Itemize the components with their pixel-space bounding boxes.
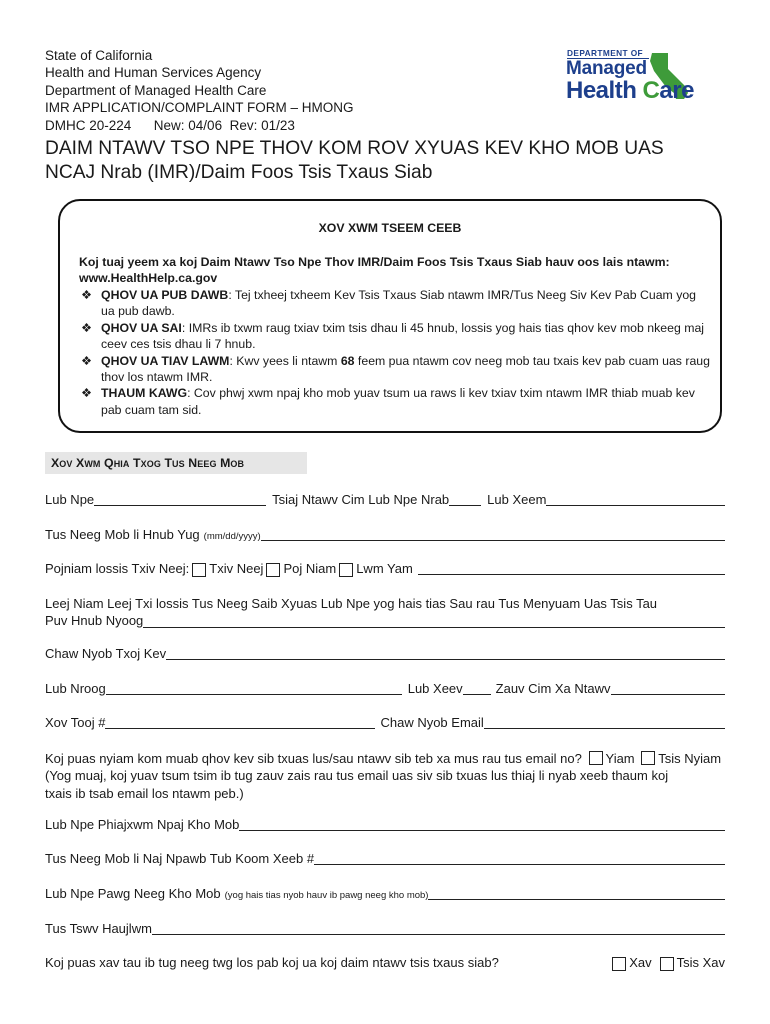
group-name-hint: (yog hais tias nyob hauv ib pawg neeg kho mob) — [224, 890, 429, 901]
representative-no-checkbox[interactable] — [660, 957, 674, 971]
gender-female-checkbox[interactable] — [266, 563, 280, 577]
member-id-field[interactable] — [314, 851, 725, 865]
diamond-bullet-icon: ❖ — [81, 320, 93, 335]
dob-label: Tus Neeg Mob li Hnub Yug — [45, 527, 200, 542]
first-name-label: Lub Xeem — [487, 492, 547, 507]
notice-intro: Koj tuaj yeem xa koj Daim Ntawv Tso Npe Thov IMR/Daim Foos Tsis Txaus Siab hauv oos lais ntawm: www.HealthHelp.ca.gov — [79, 255, 670, 286]
state-field[interactable] — [463, 681, 491, 695]
logo-managed-text: Managed — [566, 58, 647, 79]
city-state-zip-row — [45, 681, 725, 697]
notice-heading: XOV XWM TSEEM CEEB — [318, 221, 462, 235]
state-label: Lub Xeev — [407, 681, 463, 696]
phone-field[interactable] — [105, 715, 375, 729]
street-address-field[interactable] — [166, 646, 725, 660]
plan-name-label: Lub Npe Phiajxwm Npaj Kho Mob — [45, 817, 240, 832]
list-item: ❖ QHOV UA SAI: IMRs ib txwm raug txiav txim tsis dhau li 45 hnub, lossis yog hais tias qhov kev mob nkeeg maj ceev ces tsis dhau li 7 hnub. — [81, 320, 705, 352]
last-name-label: Lub Npe — [45, 492, 95, 507]
header-department: Department of Managed Health Care — [45, 82, 267, 98]
header-form-number: DMHC 20-224 New: 04/06 Rev: 01/23 — [45, 117, 295, 133]
name-row — [45, 492, 725, 508]
email-yes-checkbox[interactable] — [589, 751, 603, 765]
last-name-field[interactable] — [94, 492, 266, 506]
guardian-line2 — [45, 612, 725, 629]
group-name-row — [45, 886, 725, 902]
employer-row — [45, 921, 725, 937]
middle-initial-label: Tsiaj Ntawv Cim Lub Npe Nrab — [272, 492, 450, 507]
section-title: Xov Xwm Qhia Txog Tus Neeg Mob — [51, 456, 245, 470]
guardian-block — [45, 595, 725, 630]
gender-male-label: Txiv Neej — [209, 561, 264, 576]
header-form-name: IMR APPLICATION/COMPLAINT FORM – HMONG — [45, 100, 354, 116]
gender-male-checkbox[interactable] — [192, 563, 206, 577]
agency-header — [45, 47, 354, 134]
group-name-label: Lub Npe Pawg Neeg Kho Mob — [45, 886, 221, 901]
dob-field[interactable] — [261, 527, 725, 541]
zip-label: Zauv Cim Xa Ntawv — [495, 681, 611, 696]
email-label: Chaw Nyob Email — [380, 715, 484, 730]
dmhc-logo — [564, 46, 729, 108]
guardian-label-line2: Puv Hnub Nyoog — [45, 613, 144, 629]
important-notice-box — [58, 199, 722, 433]
group-name-field[interactable] — [428, 886, 725, 900]
employer-label: Tus Tswv Haujlwm — [45, 921, 152, 936]
email-note-line2: txais ib tsab email los ntawm peb.) — [45, 785, 244, 801]
email-field[interactable] — [484, 715, 725, 729]
plan-name-field[interactable] — [239, 817, 725, 831]
gender-other-checkbox[interactable] — [339, 563, 353, 577]
middle-initial-field[interactable] — [449, 492, 481, 506]
header-state: State of California — [45, 48, 153, 63]
gender-female-label: Poj Niam — [283, 561, 337, 576]
email-note-line1: (Yog muaj, koj yuav tsum tsim ib tug zauv zais rau tus email uas siv sib txuas lus thiaj li nyab xeeb thaum koj — [45, 768, 669, 784]
representative-yes-checkbox[interactable] — [612, 957, 626, 971]
guardian-name-field[interactable] — [143, 614, 725, 628]
dob-row — [45, 527, 725, 543]
email-no-checkbox[interactable] — [641, 751, 655, 765]
street-address-label: Chaw Nyob Txoj Kev — [45, 646, 167, 661]
plan-name-row — [45, 817, 725, 833]
representative-yes-label: Xav — [629, 955, 652, 970]
address-row — [45, 646, 725, 662]
phone-email-row — [45, 715, 725, 731]
representative-row — [45, 955, 725, 971]
email-no-label: Tsis Nyiam — [658, 751, 722, 766]
gender-other-field[interactable] — [418, 561, 725, 575]
first-name-field[interactable] — [546, 492, 725, 506]
employer-field[interactable] — [152, 921, 725, 935]
diamond-bullet-icon: ❖ — [81, 353, 93, 368]
representative-question: Koj puas xav tau ib tug neeg twg los pab koj ua koj daim ntawv tsis txaus siab? — [45, 955, 499, 970]
form-title-line2: NCAJ Nrab (IMR)/Daim Foos Tsis Txaus Siab — [45, 162, 433, 183]
logo-health-care-text: Health Care — [566, 77, 694, 104]
city-label: Lub Nroog — [45, 681, 106, 696]
diamond-bullet-icon: ❖ — [81, 386, 93, 401]
member-id-label: Tus Neeg Mob li Naj Npawb Tub Koom Xeeb # — [45, 851, 315, 866]
member-id-row — [45, 851, 725, 867]
phone-label: Xov Tooj # — [45, 715, 106, 730]
gender-row — [45, 561, 725, 577]
gender-other-label: Lwm Yam — [356, 561, 413, 576]
notice-bullet-list — [79, 287, 711, 418]
form-title-line1: DAIM NTAWV TSO NPE THOV KOM ROV XYUAS KEV KHO MOB UAS — [45, 138, 664, 159]
list-item: ❖ THAUM KAWG: Cov phwj xwm npaj kho mob yuav tsum ua raws li kev txiav txim ntawm IMR thiab muab kev pab cuam tam sid. — [81, 386, 695, 417]
email-preference-block — [45, 750, 735, 802]
header-agency: Health and Human Services Agency — [45, 65, 262, 81]
city-field[interactable] — [106, 681, 402, 695]
email-question: Koj puas nyiam kom muab qhov kev sib txuas lus/sau ntawv sib teb xa mus rau tus email no? — [45, 751, 582, 766]
form-title — [45, 137, 664, 185]
dob-hint: (mm/dd/yyyy) — [203, 531, 261, 542]
logo-department-text: DEPARTMENT OF — [567, 48, 644, 58]
guardian-label-line1: Leej Niam Leej Txi lossis Tus Neeg Saib Xyuas Lub Npe yog hais tias Sau rau Tus Menyuam Uas Tsis Tau — [45, 596, 658, 611]
list-item: ❖ QHOV UA PUB DAWB: Tej txheej txheem Kev Tsis Txaus Siab ntawm IMR/Tus Neeg Siv Kev Pab Cuam yog ua pub dawb. — [81, 288, 697, 319]
list-item: ❖ QHOV UA TIAV LAWM: Kwv yees li ntawm 68 feem pua ntawm cov neeg mob tau txais kev pab cuam uas raug thov los ntawm IMR. — [81, 353, 710, 385]
email-yes-label: Yiam — [605, 751, 635, 766]
email-question-line — [45, 750, 735, 767]
zip-field[interactable] — [611, 681, 725, 695]
diamond-bullet-icon: ❖ — [81, 288, 93, 302]
patient-info-section-heading — [45, 452, 307, 474]
gender-label: Pojniam lossis Txiv Neej: — [45, 561, 190, 576]
representative-no-label: Tsis Xav — [676, 955, 725, 970]
